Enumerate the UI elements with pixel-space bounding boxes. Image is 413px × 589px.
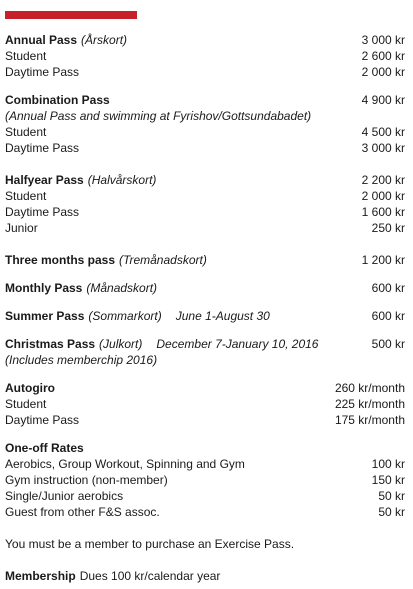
membership-title: Membership [5,569,76,583]
summer-pass-price: 600 kr [371,309,405,323]
annual-pass-title: Annual Pass [5,33,78,47]
halfyear-pass-subtitle: (Halvårskort) [87,173,157,187]
summer-pass-dates: June 1-August 30 [175,309,270,323]
christmas-note-row [5,352,405,368]
annual-student-row [5,48,405,64]
monthly-pass-subtitle: (Månadskort) [86,281,158,295]
summer-pass-subtitle: (Sommarkort) [88,309,162,323]
halfyear-junior-price: 250 kr [371,221,405,235]
christmas-pass-title: Christmas Pass [5,337,96,351]
three-months-pass-title: Three months pass [5,253,116,267]
combination-student-price: 4 500 kr [361,125,405,139]
combination-pass-title: Combination Pass [5,93,110,107]
autogiro-daytime-price: 175 kr/month [334,413,405,427]
oneoff-row [5,504,405,520]
oneoff-label: Guest from other F&S assoc. [5,505,160,519]
halfyear-student-row [5,188,405,204]
halfyear-pass-title: Halfyear Pass [5,173,84,187]
combination-student-row [5,124,405,140]
christmas-pass-row [5,336,405,352]
autogiro-daytime-row [5,412,405,428]
oneoff-price: 50 kr [378,489,405,503]
oneoff-title-row [5,440,405,456]
autogiro-daytime-label: Daytime Pass [5,413,80,427]
annual-pass-price: 3 000 kr [361,33,405,47]
three-months-pass-price: 1 200 kr [361,253,405,267]
oneoff-label: Gym instruction (non-member) [5,473,168,487]
halfyear-pass-row [5,172,405,188]
autogiro-price: 260 kr/month [334,381,405,395]
three-months-pass-subtitle: (Tremånadskort) [119,253,207,267]
halfyear-daytime-row [5,204,405,220]
annual-pass-subtitle: (Årskort) [81,33,128,47]
christmas-pass-price: 500 kr [371,337,405,351]
christmas-pass-subtitle: (Julkort) [99,337,143,351]
annual-daytime-row [5,64,405,80]
oneoff-row [5,488,405,504]
oneoff-label: Single/Junior aerobics [5,489,124,503]
combination-daytime-row [5,140,405,156]
oneoff-price: 100 kr [371,457,405,471]
oneoff-row [5,472,405,488]
oneoff-price: 50 kr [378,505,405,519]
annual-student-price: 2 600 kr [361,49,405,63]
autogiro-student-label: Student [5,397,47,411]
halfyear-junior-label: Junior [5,221,38,235]
halfyear-pass-price: 2 200 kr [361,173,405,187]
autogiro-title: Autogiro [5,381,55,395]
halfyear-daytime-label: Daytime Pass [5,205,80,219]
annual-student-label: Student [5,49,47,63]
monthly-pass-row [5,280,405,296]
monthly-pass-title: Monthly Pass [5,281,83,295]
halfyear-junior-row [5,220,405,236]
christmas-note: (Includes memberchip 2016) [5,353,158,367]
combination-pass-row [5,92,405,108]
combination-daytime-label: Daytime Pass [5,141,80,155]
monthly-pass-price: 600 kr [371,281,405,295]
combination-note: (Annual Pass and swimming at Fyrishov/Gottsundabadet) [5,109,312,123]
oneoff-title: One-off Rates [5,441,84,455]
annual-pass-row [5,32,405,48]
membership-dues: Dues 100 kr/calendar year [79,569,221,583]
three-months-pass-row [5,252,405,268]
oneoff-label: Aerobics, Group Workout, Spinning and Gym [5,457,245,471]
halfyear-student-price: 2 000 kr [361,189,405,203]
halfyear-daytime-price: 1 600 kr [361,205,405,219]
summer-pass-row [5,308,405,324]
combination-pass-price: 4 900 kr [361,93,405,107]
halfyear-student-label: Student [5,189,47,203]
autogiro-row [5,380,405,396]
oneoff-price: 150 kr [371,473,405,487]
autogiro-student-price: 225 kr/month [334,397,405,411]
combination-student-label: Student [5,125,47,139]
combination-daytime-price: 3 000 kr [361,141,405,155]
accent-bar [5,11,137,19]
oneoff-row [5,456,405,472]
membership-row [5,568,405,584]
membership-notice: You must be a member to purchase an Exercise Pass. [5,537,295,551]
annual-daytime-price: 2 000 kr [361,65,405,79]
combination-note-row [5,108,405,124]
membership-notice-row [5,536,405,552]
christmas-pass-dates: December 7-January 10, 2016 [156,337,319,351]
summer-pass-title: Summer Pass [5,309,85,323]
annual-daytime-label: Daytime Pass [5,65,80,79]
autogiro-student-row [5,396,405,412]
